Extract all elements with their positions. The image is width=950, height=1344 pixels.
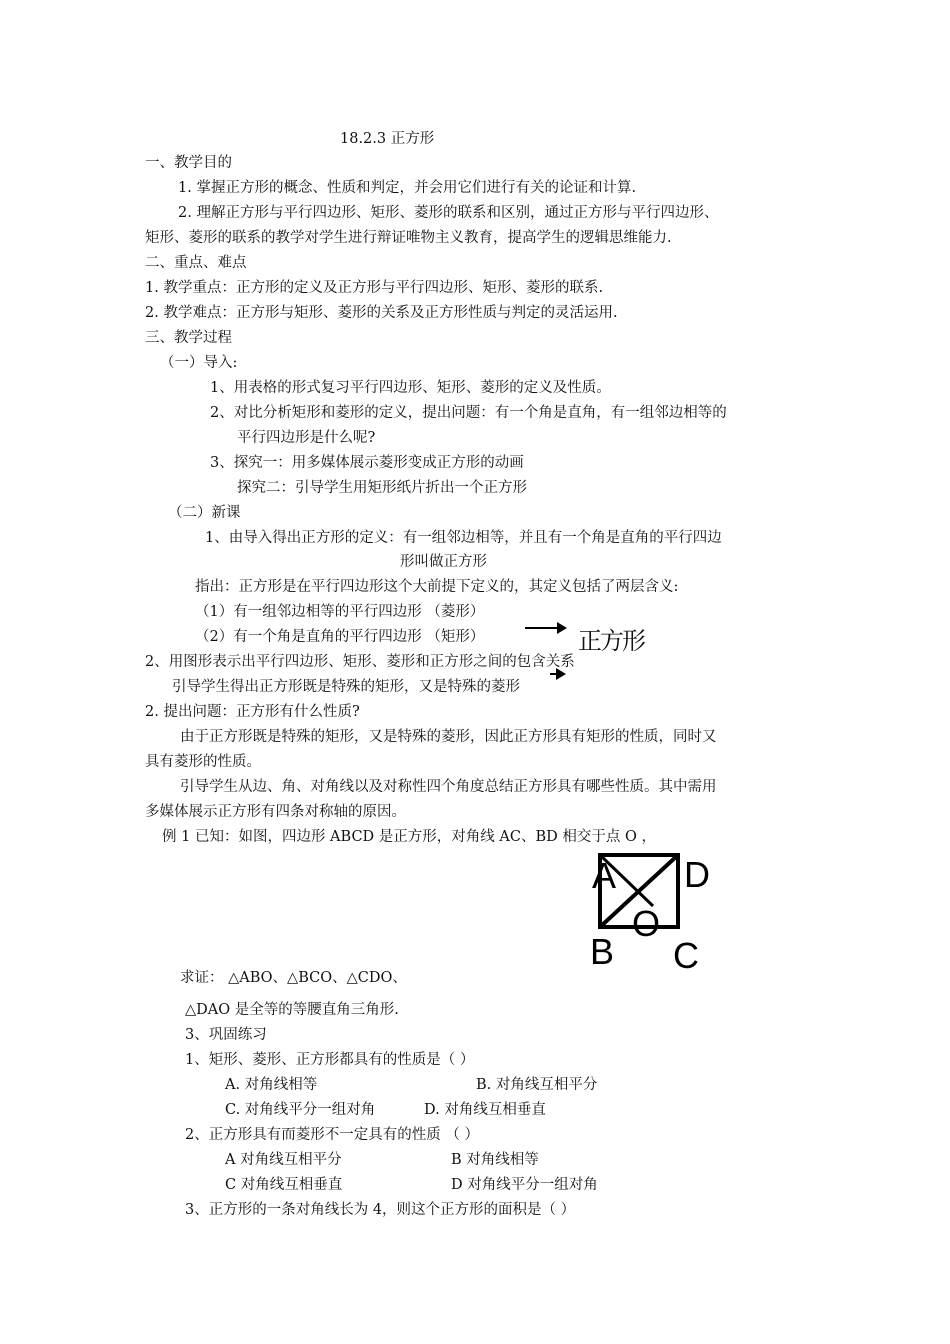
intro-line-3b: 探究二：引导学生用矩形纸片折出一个正方形	[237, 480, 527, 496]
newlesson-heading: （二）新课	[168, 505, 241, 521]
section-heading-objectives: 一、教学目的	[145, 155, 232, 171]
intro-line-2a: 2、对比分析矩形和菱形的定义，提出问题：有一个角是直角，有一组邻边相等的	[210, 405, 727, 421]
q2-option-b: B 对角线相等	[451, 1152, 539, 1168]
property-question: 2. 提出问题：正方形有什么性质?	[145, 704, 360, 720]
keypoint-2: 2. 教学难点：正方形与矩形、菱形的关系及正方形性质与判定的灵活运用.	[145, 305, 618, 321]
practice-question-2: 2、正方形具有而菱形不一定具有的性质 （ ）	[185, 1127, 479, 1143]
vertex-label-d: D	[684, 854, 710, 895]
relation-line: 2、用图形表示出平行四边形、矩形、菱形和正方形之间的包含关系	[145, 654, 575, 670]
meaning-2: （2）有一个角是直角的平行四边形 （矩形）	[195, 629, 485, 645]
vertex-label-a: A	[592, 855, 617, 896]
center-label-o: O	[632, 903, 661, 944]
objective-2-line-1: 2. 理解正方形与平行四边形、矩形、菱形的联系和区别，通过正方形与平行四边形、	[178, 205, 719, 221]
intro-heading: （一）导入:	[160, 355, 238, 371]
property-answer-1a: 由于正方形既是特殊的矩形，又是特殊的菱形，因此正方形具有矩形的性质，同时又	[180, 729, 717, 745]
objective-1: 1. 掌握正方形的概念、性质和判定，并会用它们进行有关的论证和计算.	[178, 180, 637, 196]
intro-line-1: 1、用表格的形式复习平行四边形、矩形、菱形的定义及性质。	[210, 380, 611, 396]
practice-question-1: 1、矩形、菱形、正方形都具有的性质是（ ）	[185, 1052, 475, 1068]
practice-heading: 3、巩固练习	[185, 1027, 267, 1043]
q2-option-c: C 对角线互相垂直	[225, 1177, 343, 1193]
page-title: 18.2.3 正方形	[340, 131, 435, 147]
vertex-label-c: C	[673, 935, 699, 976]
practice-question-3: 3、正方形的一条对角线长为 4，则这个正方形的面积是（ ）	[185, 1202, 576, 1218]
q2-option-d: D 对角线平分一组对角	[451, 1177, 598, 1193]
proof-line-2: △DAO 是全等的等腰直角三角形.	[185, 1002, 399, 1018]
objective-2-line-2: 矩形、菱形的联系的教学对学生进行辩证唯物主义教育，提高学生的逻辑思维能力.	[145, 230, 672, 246]
relation-guide: 引导学生得出正方形既是特殊的矩形，又是特殊的菱形	[172, 679, 520, 695]
q1-option-b: B. 对角线互相平分	[476, 1077, 598, 1093]
definition-line-1: 1、由导入得出正方形的定义：有一组邻边相等，并且有一个角是直角的平行四边	[205, 530, 722, 546]
q2-option-a: A 对角线互相平分	[225, 1152, 342, 1168]
intro-line-2b: 平行四边形是什么呢?	[237, 430, 376, 446]
proof-line-1: 求证： △ABO、△BCO、△CDO、	[180, 970, 407, 986]
arrow-right-icon	[525, 627, 565, 629]
q1-option-a: A. 对角线相等	[225, 1077, 318, 1093]
square-word: 正方形	[578, 627, 644, 655]
property-answer-1b: 具有菱形的性质。	[145, 754, 261, 770]
vertex-label-b: B	[590, 931, 615, 972]
definition-note: 指出：正方形是在平行四边形这个大前提下定义的，其定义包括了两层含义:	[195, 579, 679, 595]
q1-option-d: D. 对角线互相垂直	[424, 1102, 546, 1118]
intro-line-3a: 3、探究一：用多媒体展示菱形变成正方形的动画	[210, 455, 524, 471]
arrow-right-icon	[550, 673, 564, 675]
property-answer-2b: 多媒体展示正方形有四条对称轴的原因。	[145, 804, 406, 820]
section-heading-keypoints: 二、重点、难点	[145, 255, 247, 271]
meaning-1: （1）有一组邻边相等的平行四边形 （菱形）	[195, 604, 485, 620]
definition-line-2: 形叫做正方形	[400, 554, 487, 570]
section-heading-process: 三、教学过程	[145, 330, 232, 346]
property-answer-2a: 引导学生从边、角、对角线以及对称性四个角度总结正方形具有哪些性质。其中需用	[180, 779, 717, 795]
q1-option-c: C. 对角线平分一组对角	[225, 1102, 376, 1118]
example-1: 例 1 已知：如图，四边形 ABCD 是正方形，对角线 AC、BD 相交于点 O ，	[162, 829, 656, 845]
keypoint-1: 1. 教学重点：正方形的定义及正方形与平行四边形、矩形、菱形的联系.	[145, 280, 604, 296]
